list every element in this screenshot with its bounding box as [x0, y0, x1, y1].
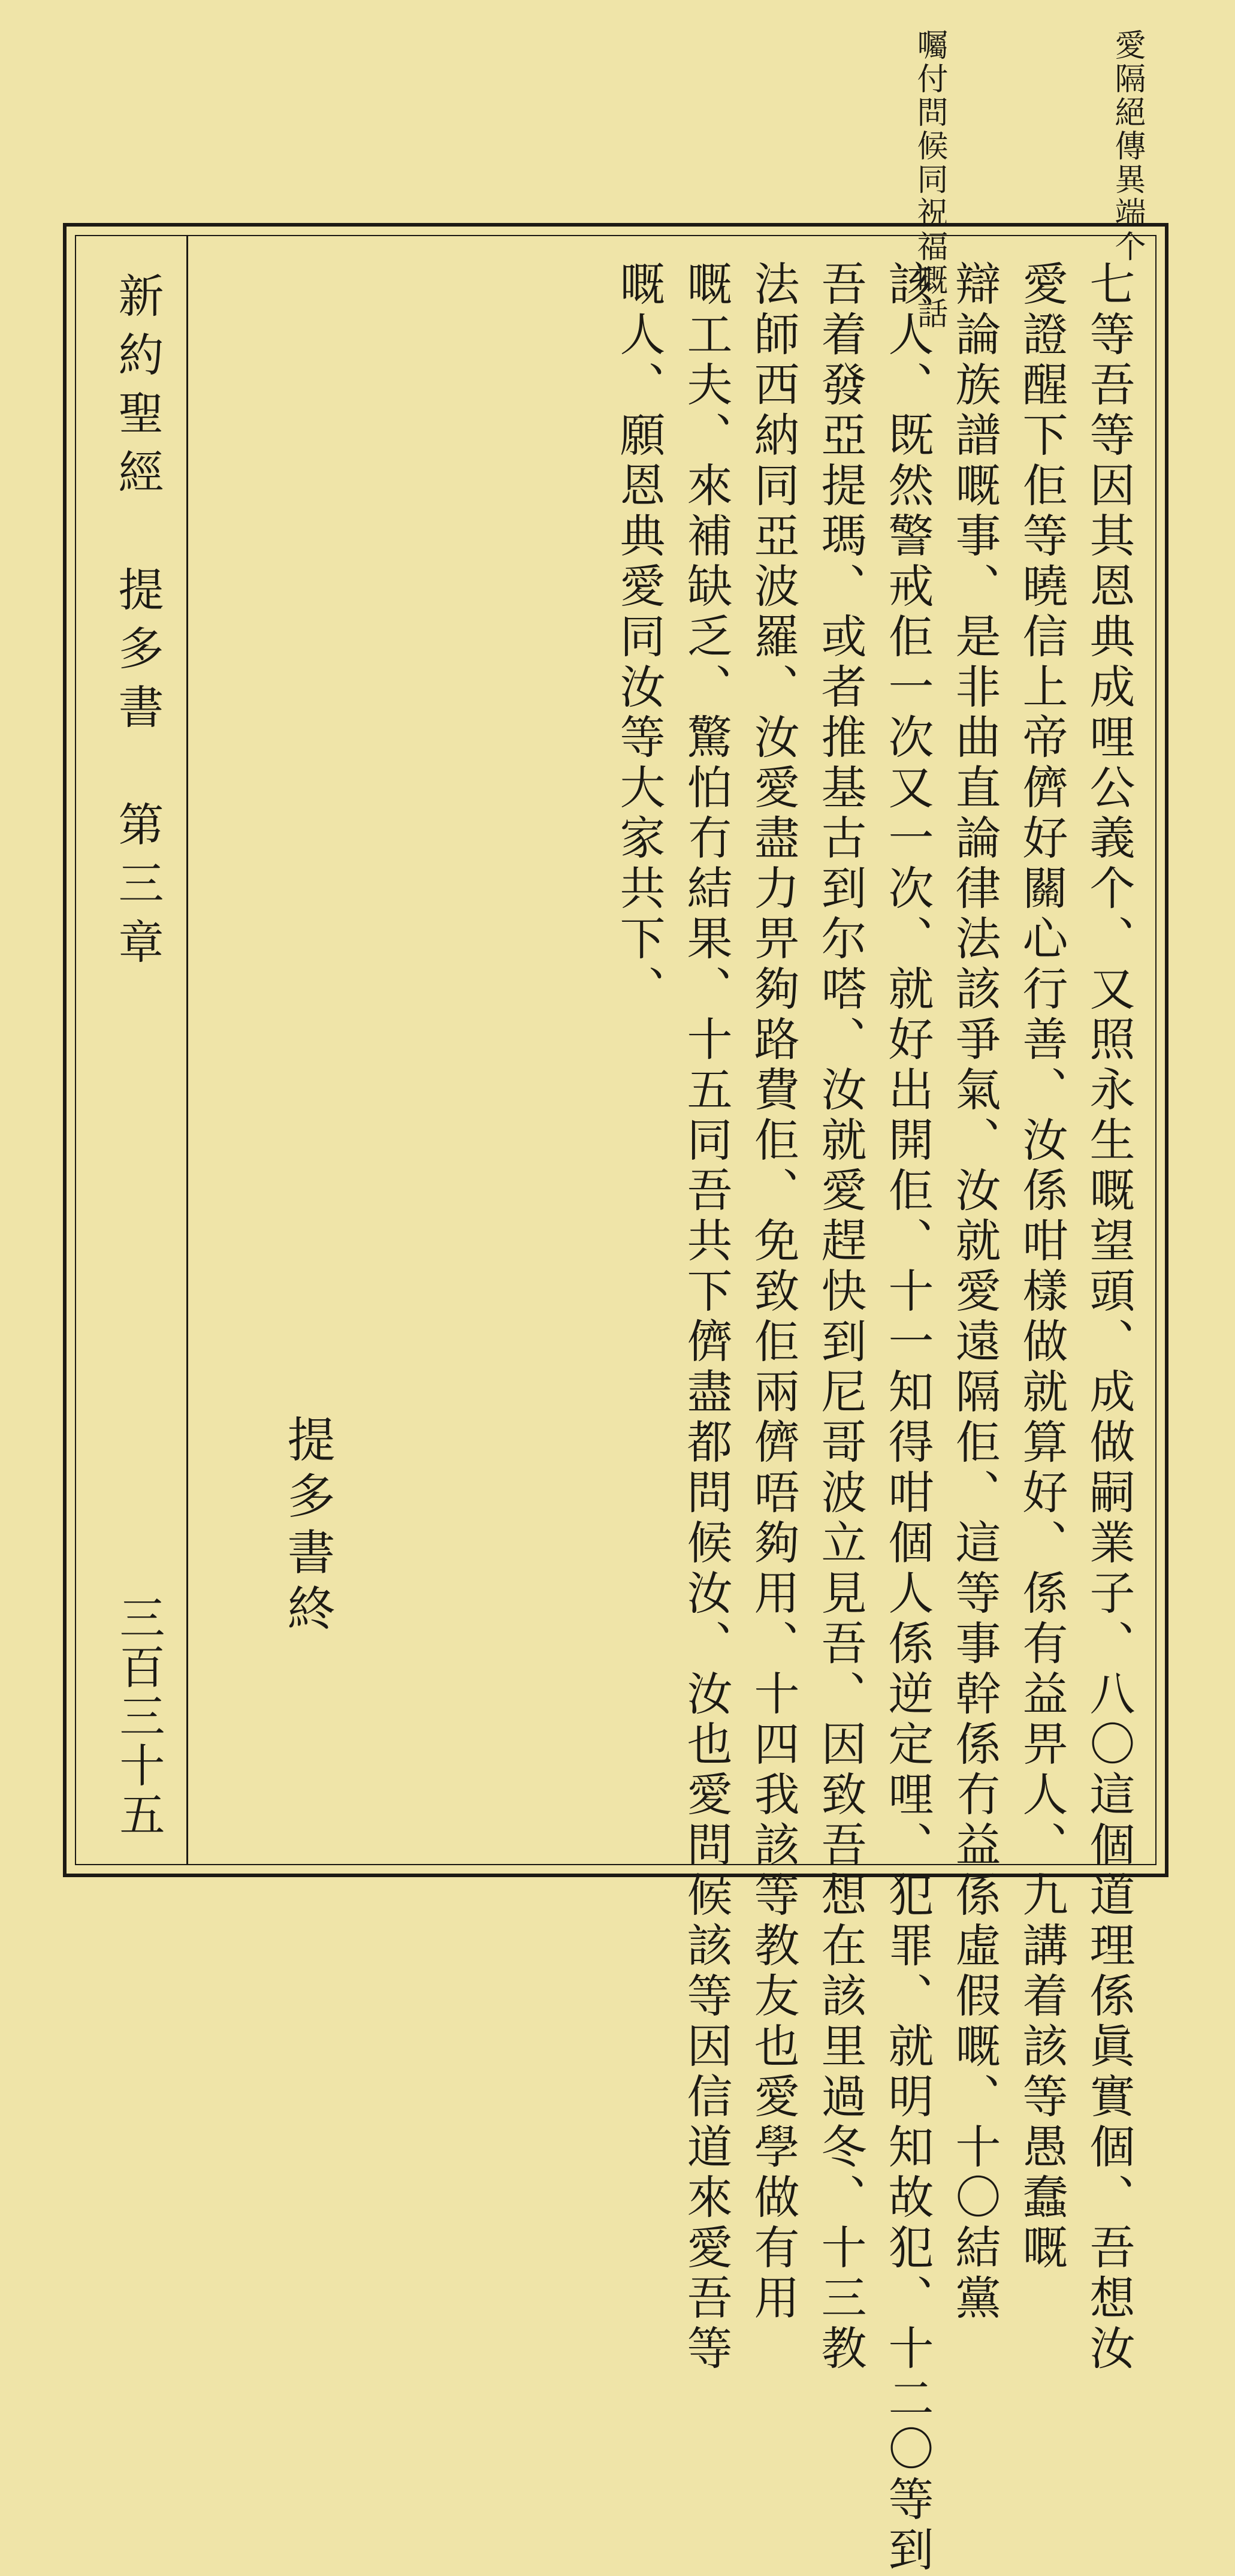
page-frame [63, 223, 1168, 2576]
headnote-right: 愛隔絕傳異端个 [1109, 29, 1145, 264]
text-column-4: 該人、既然警戒佢一次又一次、就好出開佢、十一知得咁個人係逆定哩、犯罪、就明知故犯、十二〇等到 [881, 260, 934, 2576]
running-head: 新約聖經 提多書 第三章 [111, 272, 164, 977]
text-column-1: 七等吾等因其恩典成哩公義个、又照永生嘅望頭、成做嗣業子、八〇這個道理係眞實個、吾想汝 [1082, 260, 1136, 2375]
text-column-8: 嘅人、願恩典愛同汝等大家共下、 [612, 260, 666, 1015]
headnote-left: 囑付問候同祝福嘅話 [911, 29, 947, 331]
text-column-2: 愛證醒下佢等曉信上帝儕好關心行善、汝係咁樣做就算好、係有益畀人、九講着該等愚蠢嘅 [1015, 260, 1068, 2274]
page-number: 三百三十五 [112, 1594, 165, 1840]
book-end-title: 提多書終 [279, 1414, 335, 1640]
text-column-3: 辯論族譜嘅事、是非曲直論律法該爭氣、汝就愛遠隔佢、這等事幹係冇益係虛假嘅、十〇結黨 [948, 260, 1001, 2324]
text-column-7: 嘅工夫、來補缺乏、驚怕冇結果、十五同吾共下儕盡都問候汝、汝也愛問候該等因信道來愛吾等 [680, 260, 733, 2375]
text-column-6: 法師西納同亞波羅、汝愛盡力畀夠路費佢、免致佢兩儕唔夠用、十四我該等教友也愛學做有用 [747, 260, 800, 2324]
running-head-column [90, 236, 188, 1864]
text-column-5: 吾着發亞提瑪、或者推基古到尔嗒、汝就愛趕快到尼哥波立見吾、因致吾想在該里過冬、十三教 [814, 260, 867, 2375]
page-inner-border [75, 235, 1157, 2576]
main-text-block [605, 260, 1142, 2576]
